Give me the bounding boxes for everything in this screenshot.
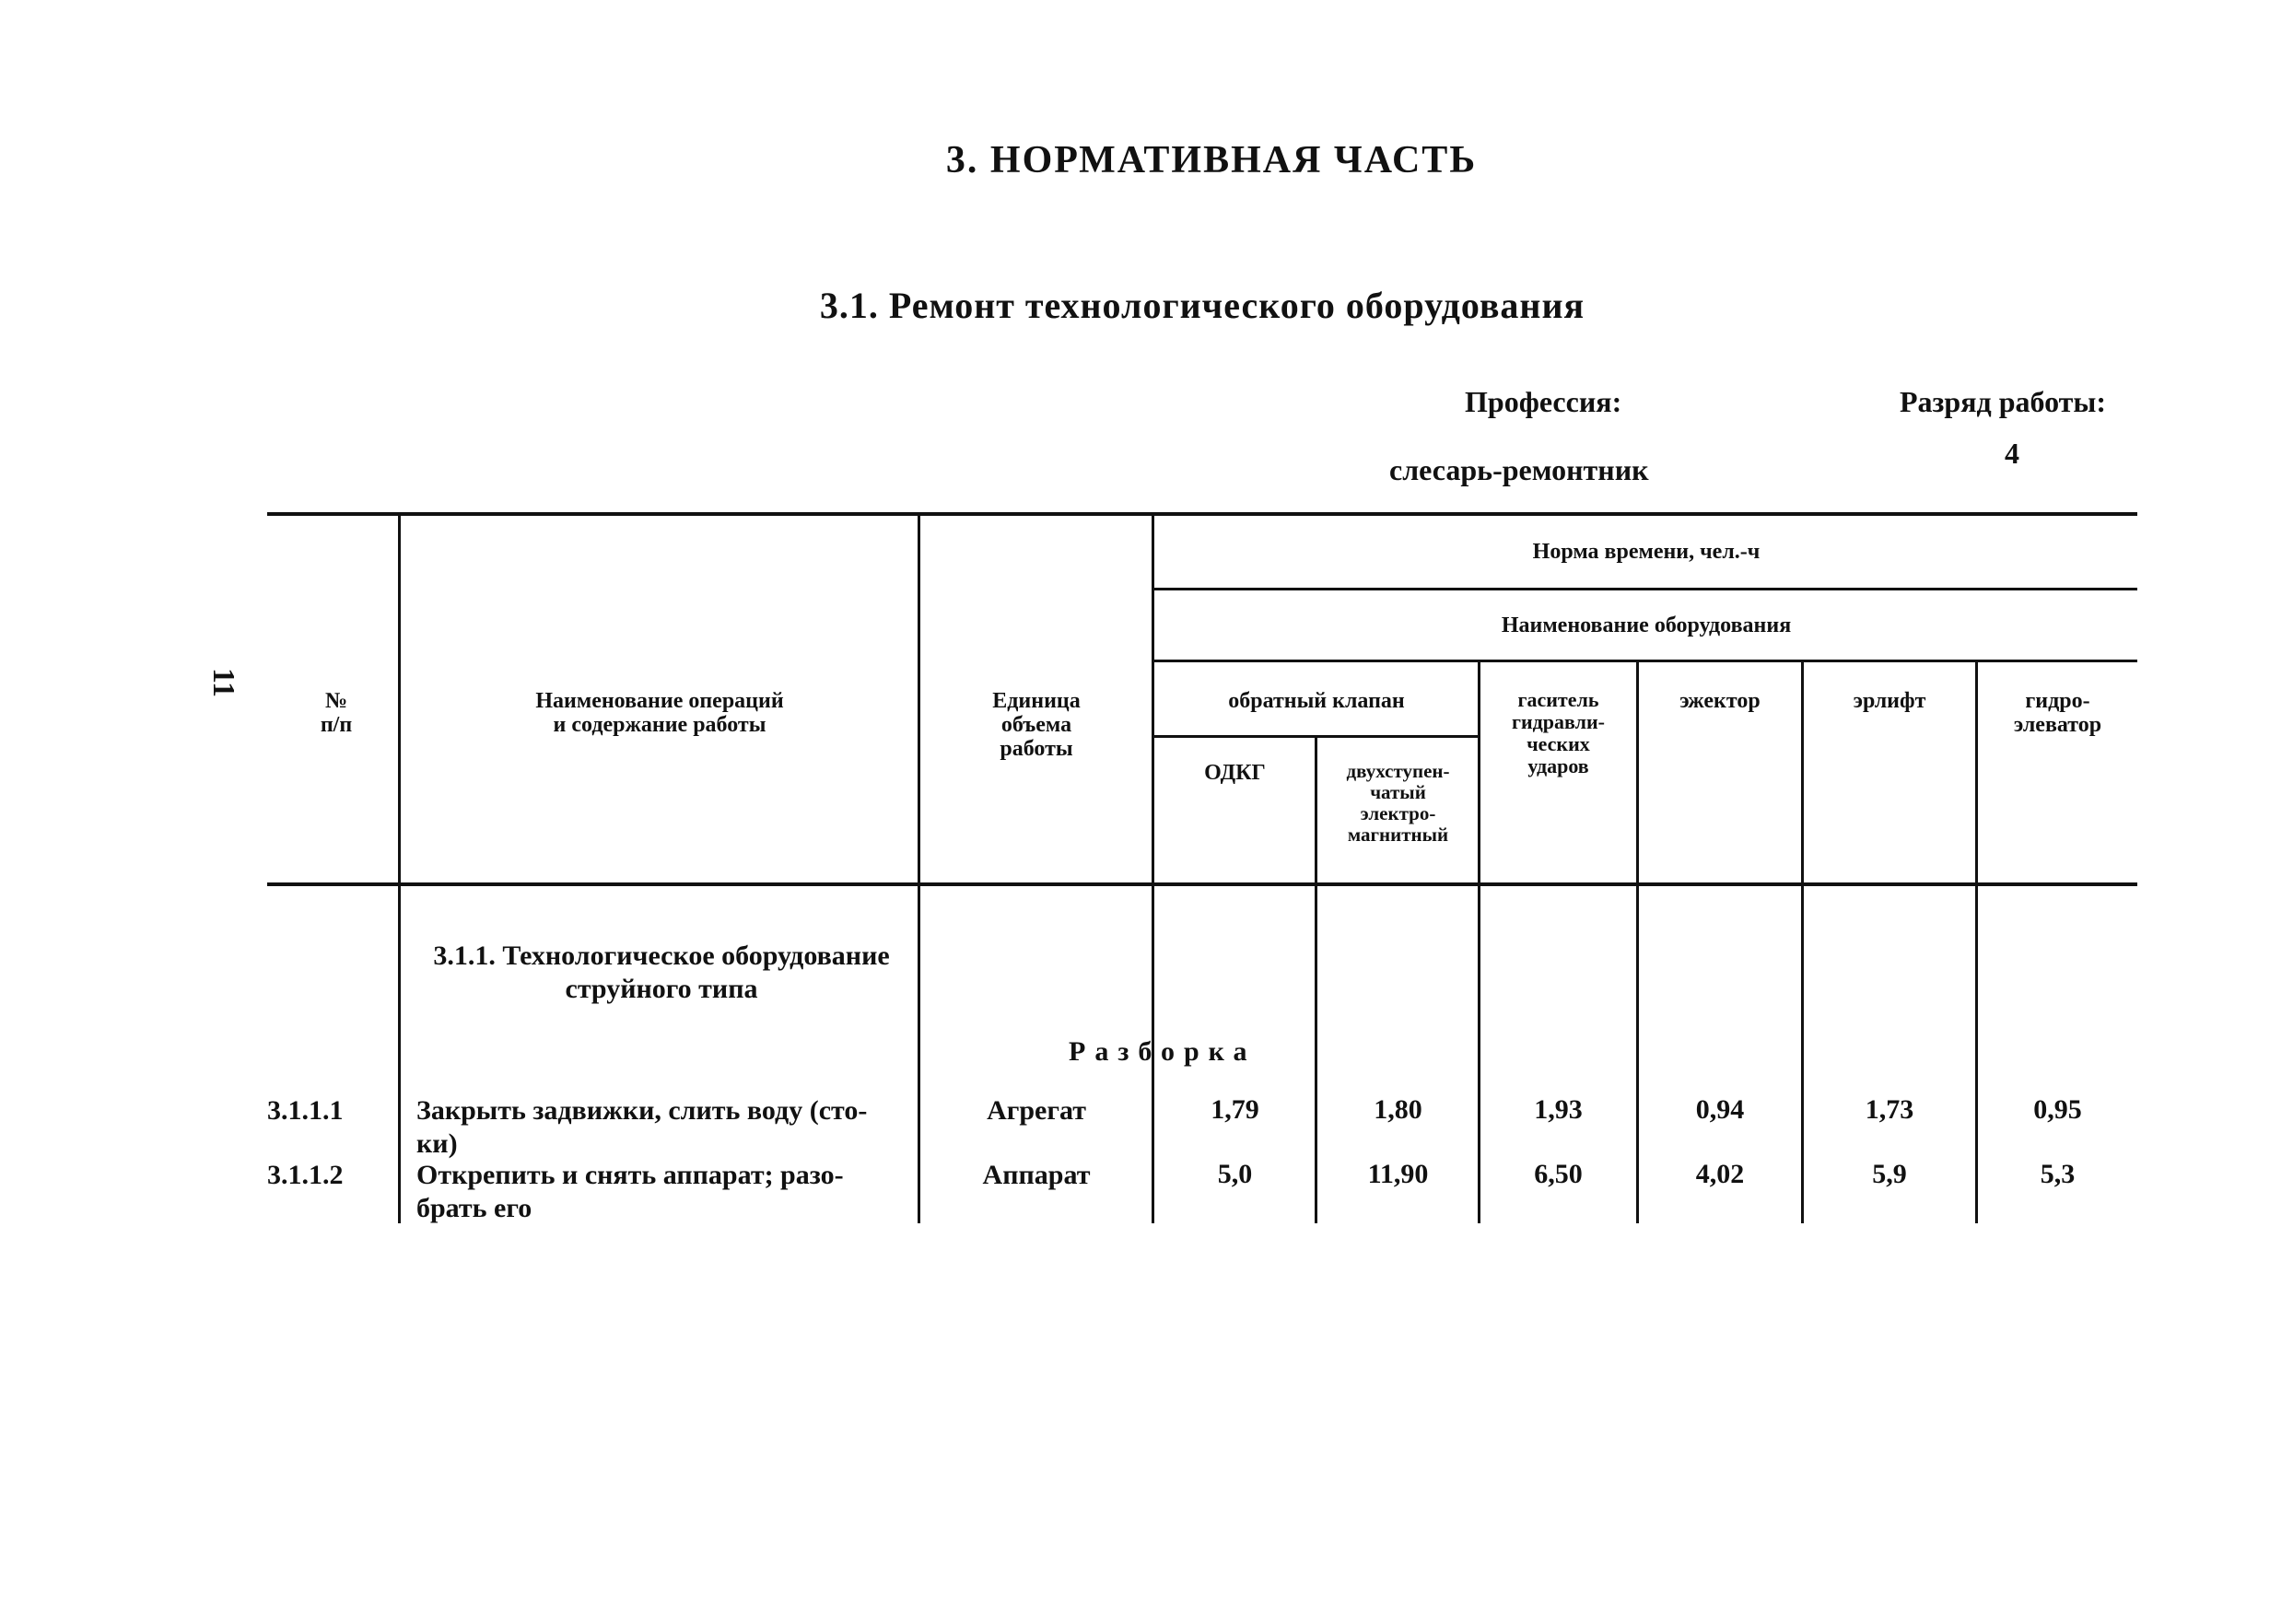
header-damper: гаситель гидравли- ческих ударов [1512, 688, 1605, 777]
norm-divider [1153, 588, 2137, 590]
value-two-stage: 11,90 [1367, 1159, 1429, 1189]
header-ejector: эжектор [1679, 689, 1761, 713]
section-heading: 3.1.1. Технологическое оборудование струйного типа [433, 941, 890, 1004]
value-hydro: 5,3 [2040, 1159, 2076, 1189]
row-num: 3.1.1.1 [267, 1095, 344, 1126]
header-hydro: гидро- элеватор [2013, 689, 2102, 737]
header-bottom-rule [267, 882, 2137, 886]
page-title: 3. НОРМАТИВНАЯ ЧАСТЬ [945, 139, 1478, 181]
row-unit: Аппарат [982, 1160, 1091, 1190]
table-top-rule [267, 512, 2137, 516]
header-check-valve: обратный клапан [1228, 689, 1405, 713]
header-operation: Наименование операций и содержание работы [535, 689, 784, 737]
value-airlift: 1,73 [1865, 1094, 1914, 1125]
row-operation: Открепить и снять аппарат; разо- брать его [416, 1160, 844, 1223]
value-damper: 1,93 [1534, 1094, 1583, 1125]
col-divider-2 [918, 514, 920, 1223]
header-equipment: Наименование оборудования [1501, 613, 1792, 637]
value-hydro: 0,95 [2033, 1094, 2082, 1125]
equipment-divider [1153, 660, 2137, 662]
header-odkg: ОДКГ [1204, 761, 1266, 785]
header-num: № п/п [320, 689, 353, 737]
row-unit: Агрегат [987, 1095, 1086, 1126]
page-number: 11 [206, 667, 241, 698]
value-two-stage: 1,80 [1374, 1094, 1422, 1125]
grade-label: Разряд работы: [1900, 385, 2107, 418]
header-norm: Норма времени, чел.-ч [1532, 540, 1761, 564]
col-divider-7 [1801, 660, 1804, 1223]
col-divider-1 [398, 514, 401, 1223]
value-damper: 6,50 [1534, 1159, 1583, 1189]
row-num: 3.1.1.2 [267, 1160, 344, 1190]
row-operation: Закрыть задвижки, слить воду (сто- ки) [416, 1095, 868, 1159]
value-ejector: 0,94 [1695, 1094, 1745, 1125]
section-title: 3.1. Ремонт технологического оборудования [819, 285, 1585, 326]
grade-value: 4 [2005, 437, 2019, 470]
profession-value: слесарь-ремонтник [1389, 453, 1649, 486]
subsection-heading: Разборка [1069, 1036, 1257, 1067]
col-divider-4 [1315, 735, 1317, 1223]
col-divider-6 [1636, 660, 1639, 1223]
header-unit: Единица объема работы [992, 689, 1081, 761]
header-two-stage: двухступен- чатый электро- магнитный [1346, 760, 1450, 846]
value-odkg: 5,0 [1217, 1159, 1253, 1189]
value-odkg: 1,79 [1211, 1094, 1259, 1125]
value-airlift: 5,9 [1872, 1159, 1907, 1189]
header-airlift: эрлифт [1853, 689, 1926, 713]
profession-label: Профессия: [1465, 385, 1622, 418]
col-divider-8 [1975, 660, 1978, 1223]
value-ejector: 4,02 [1695, 1159, 1745, 1189]
col-divider-3 [1152, 514, 1154, 1223]
